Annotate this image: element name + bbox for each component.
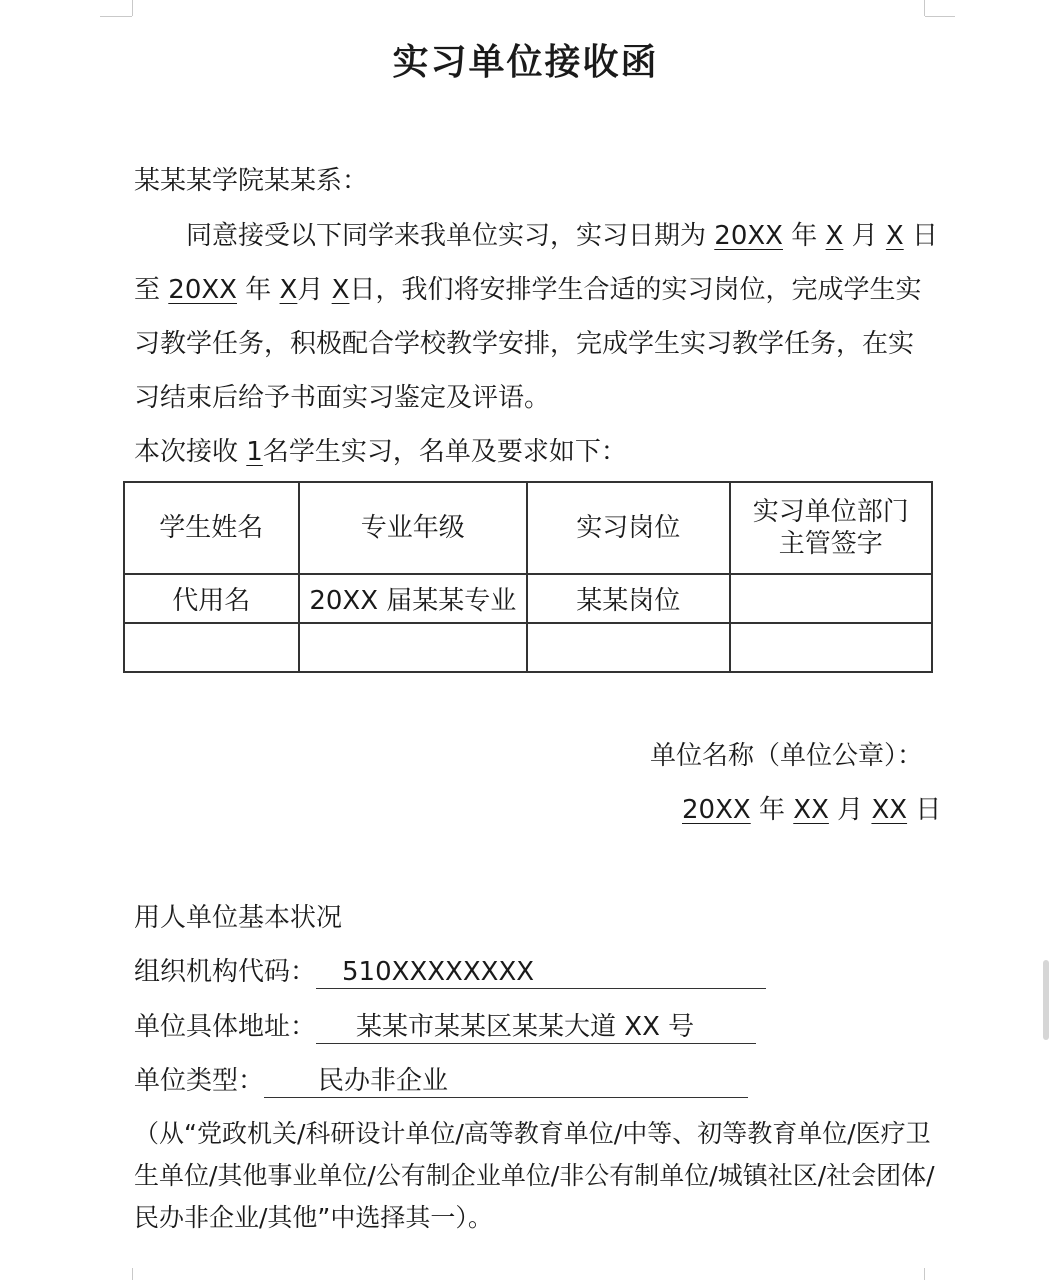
table-cell bbox=[730, 574, 932, 623]
start-month: X bbox=[825, 221, 844, 251]
end-day: X bbox=[331, 275, 350, 305]
paragraph-line: 至 20XX 年 X月 X日，我们将安排学生合适的实习岗位，完成学生实 bbox=[134, 275, 922, 305]
address-field: 某某市某某区某某大道 XX 号 bbox=[316, 1009, 756, 1044]
table-row bbox=[124, 623, 932, 672]
table-cell bbox=[124, 623, 299, 672]
unit-type-note: 生单位/其他事业单位/公有制企业单位/非公有制单位/城镇社区/社会团体/ bbox=[134, 1161, 935, 1190]
unit-type-note: 民办非企业/其他”中选择其一）。 bbox=[134, 1203, 493, 1232]
unit-type-label: 单位类型： bbox=[134, 1066, 265, 1096]
salutation: 某某某学院某某系： bbox=[134, 166, 369, 196]
paragraph-line: 本次接收 1名学生实习，名单及要求如下： bbox=[134, 437, 627, 467]
table-cell bbox=[299, 623, 528, 672]
org-code-field: 510XXXXXXXX bbox=[316, 954, 766, 989]
table-row bbox=[124, 574, 932, 623]
signature-date: 20XX 年 XX 月 XX 日 bbox=[682, 795, 942, 825]
student-table bbox=[123, 481, 933, 673]
table-cell: 代用名 bbox=[124, 574, 299, 623]
paragraph-line: 习教学任务，积极配合学校教学安排，完成学生实习教学任务，在实 bbox=[134, 329, 915, 359]
paragraph-line: 同意接受以下同学来我单位实习，实习日期为 20XX 年 X 月 X 日 bbox=[186, 221, 938, 251]
table-cell bbox=[527, 623, 729, 672]
end-month: X bbox=[279, 275, 298, 305]
table-header-cell: 学生姓名 bbox=[124, 482, 299, 574]
unit-type-note: （从“党政机关/科研设计单位/高等教育单位/中等、初等教育单位/医疗卫 bbox=[134, 1119, 931, 1148]
table-cell bbox=[730, 623, 932, 672]
crop-mark bbox=[924, 0, 925, 16]
address-label: 单位具体地址： bbox=[134, 1012, 317, 1042]
paragraph-line: 习结束后给予书面实习鉴定及评语。 bbox=[134, 383, 551, 413]
org-code-label: 组织机构代码： bbox=[134, 957, 317, 987]
scrollbar-thumb[interactable] bbox=[1043, 960, 1049, 1040]
unit-type-field: 民办非企业 bbox=[264, 1063, 748, 1098]
crop-mark bbox=[924, 1268, 925, 1280]
unit-seal-label: 单位名称（单位公章）： bbox=[650, 741, 924, 771]
table-header-row bbox=[124, 482, 932, 574]
crop-mark bbox=[925, 16, 955, 17]
table-cell: 20XX 届某某专业 bbox=[299, 574, 528, 623]
start-year: 20XX bbox=[714, 221, 783, 251]
crop-mark bbox=[132, 1268, 133, 1280]
end-year: 20XX bbox=[168, 275, 237, 305]
student-count: 1 bbox=[246, 437, 263, 467]
table-header-cell: 专业年级 bbox=[299, 482, 528, 574]
crop-mark bbox=[100, 16, 132, 17]
crop-mark bbox=[132, 0, 133, 16]
document-title: 实习单位接收函 bbox=[392, 42, 659, 83]
employer-heading: 用人单位基本状况 bbox=[134, 903, 343, 933]
table-header-cell: 实习岗位 bbox=[527, 482, 729, 574]
table-header-cell: 实习单位部门 主管签字 bbox=[730, 482, 932, 574]
start-day: X bbox=[885, 221, 904, 251]
table-cell: 某某岗位 bbox=[527, 574, 729, 623]
